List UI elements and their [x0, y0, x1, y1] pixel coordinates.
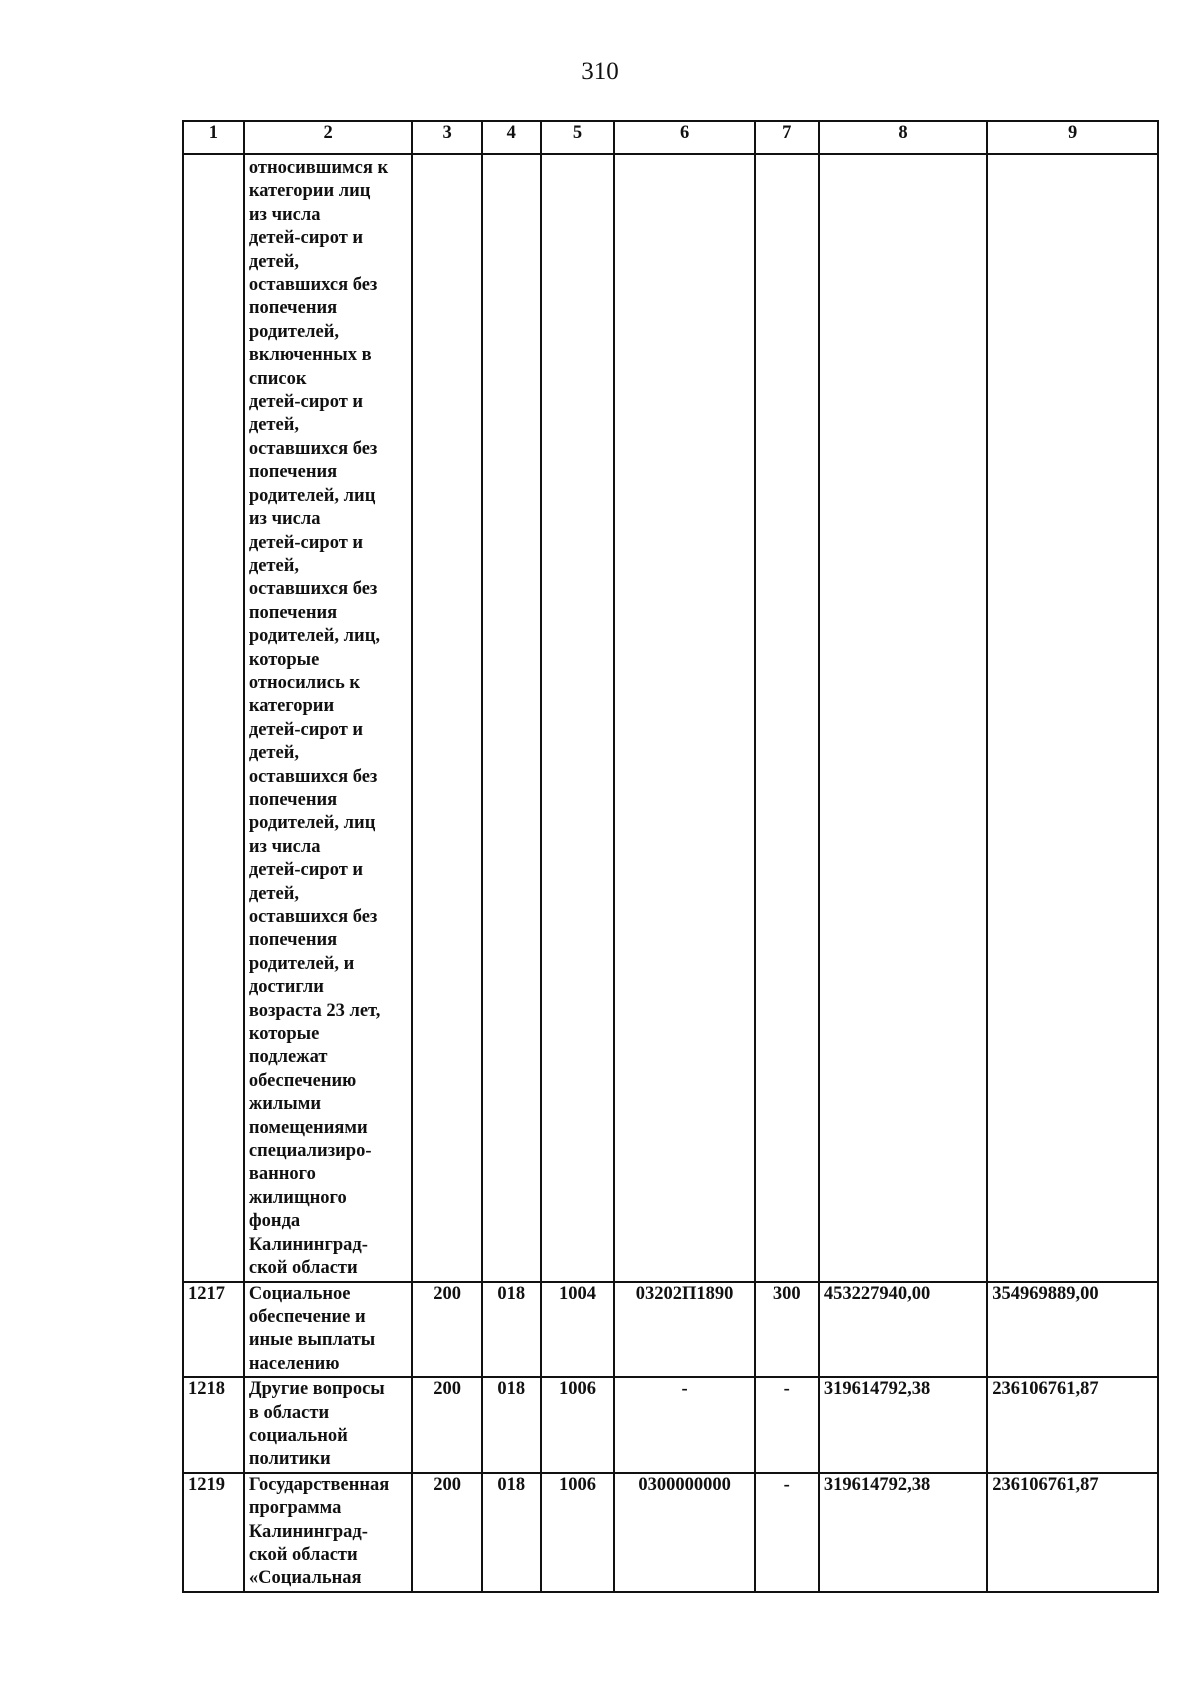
row-description: Другие вопросы в области социальной политики: [244, 1377, 412, 1473]
cell-col9: 236106761,87: [987, 1377, 1158, 1473]
table-cell: [614, 154, 754, 1282]
header-row: [183, 121, 1158, 154]
table-cell: [541, 154, 615, 1282]
cell-col9: 354969889,00: [987, 1282, 1158, 1378]
table-cell: [819, 154, 987, 1282]
column-header: 4: [482, 121, 541, 154]
budget-table: [182, 120, 1159, 1593]
cell-col6: -: [614, 1377, 754, 1473]
row-description: Социальное обеспечение и иные выплаты населению: [244, 1282, 412, 1378]
row-number: 1219: [183, 1473, 244, 1592]
table-cell: [482, 154, 541, 1282]
cell-col8: 319614792,38: [819, 1473, 987, 1592]
table-row: [183, 1377, 1158, 1473]
cell-col7: 300: [755, 1282, 819, 1378]
cell-col3: 200: [412, 1377, 482, 1473]
continuation-row: [183, 154, 1158, 1282]
cell-col5: 1006: [541, 1473, 615, 1592]
column-header: 2: [244, 121, 412, 154]
column-header: 5: [541, 121, 615, 154]
cell-col7: -: [755, 1473, 819, 1592]
cell-col5: 1004: [541, 1282, 615, 1378]
cell-col9: 236106761,87: [987, 1473, 1158, 1592]
cell-col6: 0300000000: [614, 1473, 754, 1592]
cell-col6: 03202П1890: [614, 1282, 754, 1378]
row-number: 1218: [183, 1377, 244, 1473]
column-header: 9: [987, 121, 1158, 154]
page-number: 310: [581, 58, 619, 85]
column-header: 1: [183, 121, 244, 154]
cell-col7: -: [755, 1377, 819, 1473]
column-header: 8: [819, 121, 987, 154]
table-row: [183, 1473, 1158, 1592]
row-description: Государственная программа Калининград- ской области «Социальная: [244, 1473, 412, 1592]
cell-col3: 200: [412, 1282, 482, 1378]
table-cell: [755, 154, 819, 1282]
cell-col8: 453227940,00: [819, 1282, 987, 1378]
column-header: 7: [755, 121, 819, 154]
cell-col4: 018: [482, 1473, 541, 1592]
column-header: 6: [614, 121, 754, 154]
table-cell: [412, 154, 482, 1282]
row-number: 1217: [183, 1282, 244, 1378]
cell-col8: 319614792,38: [819, 1377, 987, 1473]
table-cell: [183, 154, 244, 1282]
cell-col4: 018: [482, 1377, 541, 1473]
cell-col5: 1006: [541, 1377, 615, 1473]
continuation-description: относившимся к категории лиц из числа детей-сирот и детей, оставшихся без попечения родителей, включенных в список детей-сирот и детей, оставшихся без попечения родителей, лиц из числа детей-сирот и детей, оставшихся без попечения родителей, лиц, которые относились к категории детей-сирот и детей, оставшихся без попечения родителей, лиц из числа детей-сирот и детей, оставшихся без попечения родителей, и достигли возраста 23 лет, которые подлежат обеспечению жилыми помещениями специализиро- ванного жилищного фонда Калининград- ской области: [244, 154, 412, 1282]
column-header: 3: [412, 121, 482, 154]
cell-col4: 018: [482, 1282, 541, 1378]
table-row: [183, 1282, 1158, 1378]
table-cell: [987, 154, 1158, 1282]
cell-col3: 200: [412, 1473, 482, 1592]
